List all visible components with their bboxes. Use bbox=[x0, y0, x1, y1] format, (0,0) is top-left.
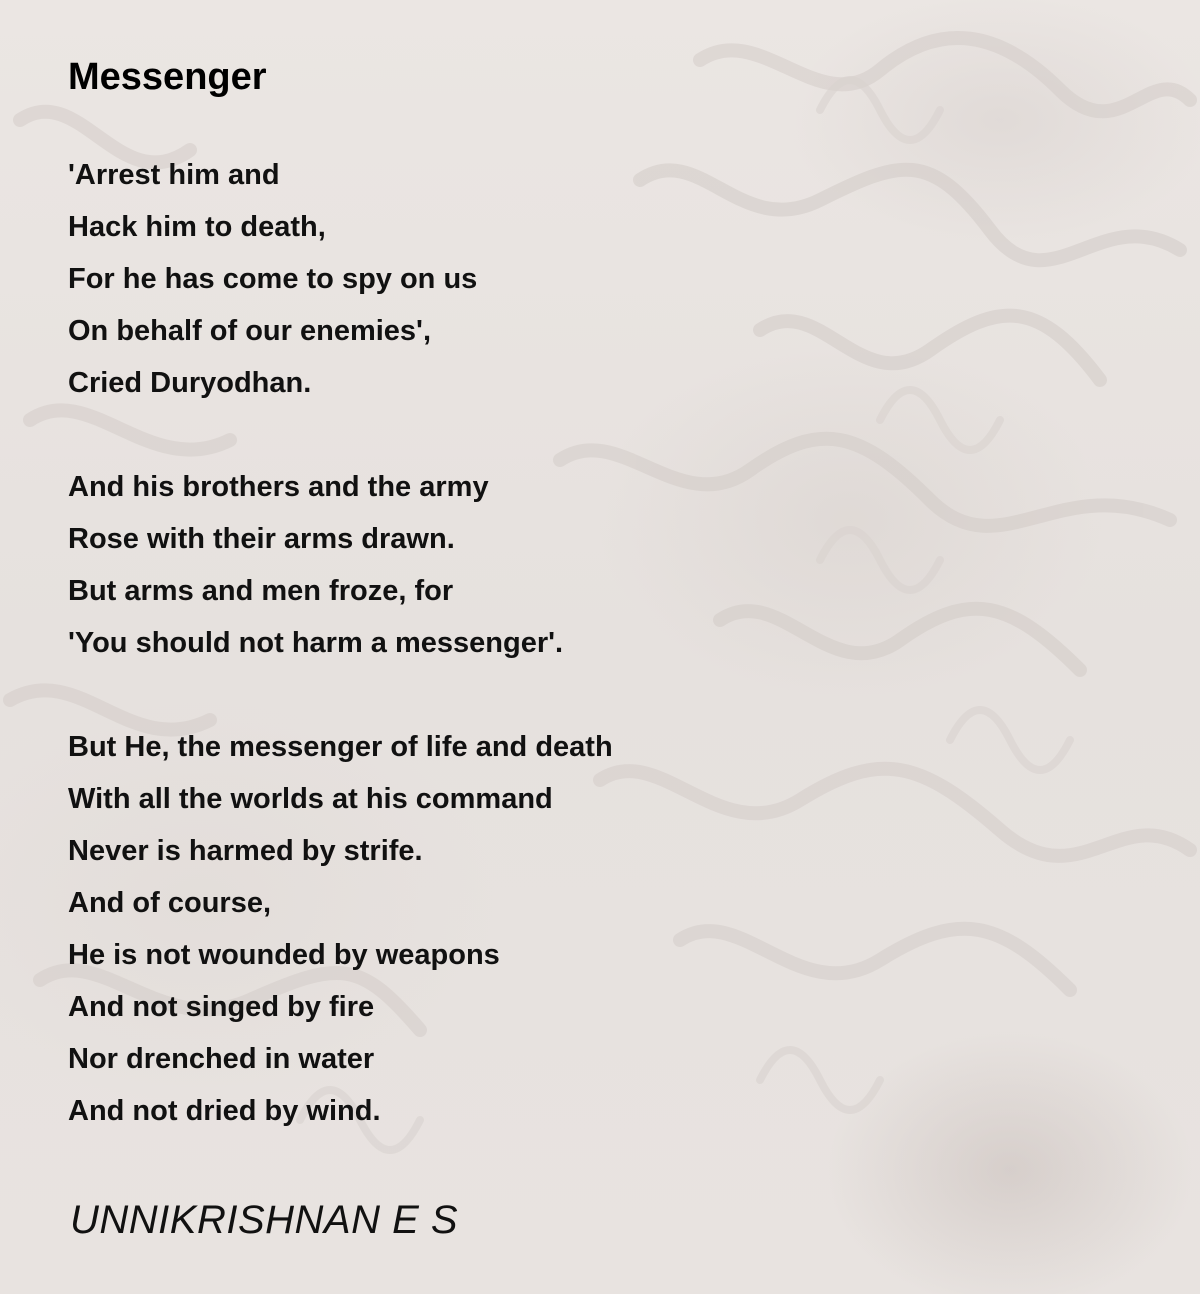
poem-line: For he has come to spy on us bbox=[68, 263, 478, 295]
poem-line: But He, the messenger of life and death bbox=[68, 731, 613, 763]
poem-line: Rose with their arms drawn. bbox=[68, 523, 455, 555]
poem-title: Messenger bbox=[68, 56, 267, 98]
poem-line: And not singed by fire bbox=[68, 991, 375, 1023]
stanza-2 bbox=[68, 461, 613, 669]
poem-body bbox=[68, 149, 613, 1189]
poem-line: Hack him to death, bbox=[68, 211, 326, 243]
stanza-3 bbox=[68, 721, 613, 1137]
poem-line: And not dried by wind. bbox=[68, 1095, 381, 1127]
poem-line: And his brothers and the army bbox=[68, 471, 489, 503]
poem-line: He is not wounded by weapons bbox=[68, 939, 500, 971]
poem-author: UNNIKRISHNAN E S bbox=[70, 1198, 459, 1242]
poem-line: But arms and men froze, for bbox=[68, 575, 454, 607]
poem-line: Never is harmed by strife. bbox=[68, 835, 423, 867]
poem-line: 'Arrest him and bbox=[68, 159, 280, 191]
poem-line: On behalf of our enemies', bbox=[68, 315, 432, 347]
poem-line: With all the worlds at his command bbox=[68, 783, 553, 815]
poem-line: Cried Duryodhan. bbox=[68, 367, 312, 399]
poem-line: Nor drenched in water bbox=[68, 1043, 375, 1075]
poem-line: 'You should not harm a messenger'. bbox=[68, 627, 564, 659]
stanza-1 bbox=[68, 149, 613, 409]
poem-line: And of course, bbox=[68, 887, 272, 919]
